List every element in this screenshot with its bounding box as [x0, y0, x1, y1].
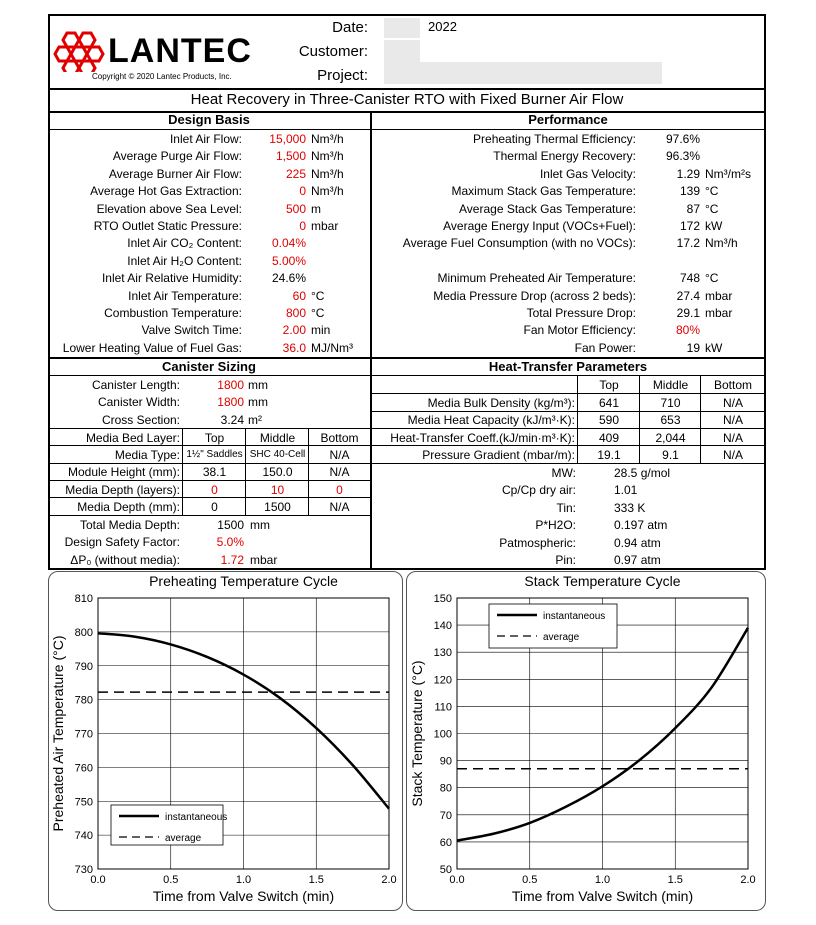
hexagon-logo-icon — [52, 30, 112, 72]
gas-property-value: 28.5 g/mol — [614, 466, 671, 480]
canister-total-label: Design Safety Factor: — [64, 535, 180, 550]
gas-property-value: 0.97 atm — [614, 553, 661, 567]
heat-row-cell: N/A — [722, 396, 743, 410]
canister-unit: mm — [248, 378, 268, 392]
x-tick-label: 1.5 — [667, 874, 683, 886]
performance-label: Total Pressure Drop: — [526, 306, 636, 320]
y-axis-label: Stack Temperature (°C) — [409, 660, 425, 807]
media-row-cell: 10 — [270, 482, 285, 497]
design-basis-label: Elevation above Sea Level: — [96, 201, 242, 216]
canister-total-label: ΔP₀ (without media): — [70, 552, 180, 567]
stack-temperature-chart — [406, 571, 766, 911]
performance-label: Average Stack Gas Temperature: — [459, 201, 636, 216]
heat-row-cell: 590 — [598, 413, 620, 428]
design-basis-label: Combustion Temperature: — [104, 306, 242, 320]
gas-property-label: Tin: — [556, 500, 576, 515]
gas-property-value: 333 K — [614, 500, 646, 515]
canister-sizing-heading: Canister Sizing — [162, 359, 256, 374]
heat-row-cell: 710 — [660, 396, 681, 410]
performance-unit: °C — [705, 201, 719, 216]
heat-row-label: Pressure Gradient (mbar/m): — [422, 448, 575, 463]
media-row-cell: 150.0 — [262, 465, 293, 480]
date-label: Date: — [332, 19, 368, 36]
y-tick-label: 90 — [439, 755, 452, 768]
heat-row-cell: N/A — [722, 448, 743, 463]
media-row-cell: 0 — [211, 500, 218, 515]
y-tick-label: 780 — [74, 694, 93, 707]
performance-unit: °C — [705, 184, 719, 199]
design-basis-unit: Nm³/h — [311, 132, 344, 146]
customer-redacted — [384, 40, 420, 64]
design-basis-label: Inlet Air Temperature: — [128, 288, 242, 303]
project-label: Project: — [317, 67, 368, 84]
design-basis-label: Average Purge Air Flow: — [112, 149, 242, 164]
performance-value: 1.29 — [676, 166, 700, 181]
media-row-label: Media Type: — [114, 448, 180, 462]
design-basis-unit: MJ/Nm³ — [311, 340, 353, 355]
y-tick-label: 760 — [74, 762, 93, 775]
performance-label: Fan Motor Efficiency: — [523, 323, 636, 338]
design-basis-value: 0.04% — [271, 236, 306, 251]
canister-value: 1800 — [217, 378, 244, 392]
design-basis-value: 36.0 — [282, 340, 306, 355]
performance-label: Minimum Preheated Air Temperature: — [437, 271, 636, 286]
media-row-label: Module Height (mm): — [67, 465, 180, 480]
media-row-cell: SHC 40-Cell — [249, 449, 306, 460]
heat-col-bottom: Bottom — [713, 378, 752, 392]
heat-col-middle: Middle — [652, 378, 689, 392]
design-basis-label: Lower Heating Value of Fuel Gas: — [62, 340, 242, 355]
performance-label: Average Fuel Consumption (with no VOCs): — [402, 236, 636, 251]
design-basis-unit: mbar — [311, 219, 339, 233]
x-tick-label: 0.5 — [163, 874, 179, 886]
performance-value: 172 — [679, 219, 700, 233]
date-redacted — [384, 18, 420, 38]
design-basis-unit: °C — [311, 288, 325, 303]
design-basis-unit: Nm³/h — [311, 184, 344, 199]
design-basis-heading: Design Basis — [168, 112, 250, 127]
canister-label: Canister Width: — [97, 395, 180, 410]
media-row-cell: 1½" Saddles — [186, 449, 243, 460]
legend-label: instantaneous — [543, 611, 606, 622]
performance-unit: Nm³/m²s — [705, 166, 751, 181]
media-row-label: Media Depth (layers): — [65, 482, 180, 497]
canister-total-value: 1.72 — [220, 552, 244, 567]
y-tick-label: 770 — [74, 728, 93, 741]
heat-row-cell: 2,044 — [655, 430, 686, 445]
heat-row-cell: 641 — [598, 396, 620, 410]
performance-value: 87 — [686, 201, 700, 216]
logo-text: LANTEC — [108, 32, 252, 70]
x-tick-label: 1.0 — [235, 874, 252, 886]
performance-value: 748 — [679, 271, 700, 286]
customer-label: Customer: — [298, 43, 368, 60]
performance-value: 19 — [686, 340, 700, 355]
y-tick-label: 80 — [439, 782, 452, 795]
chart-title: Stack Temperature Cycle — [524, 573, 681, 589]
performance-value: 27.4 — [676, 288, 700, 303]
canister-unit: mm — [248, 395, 268, 410]
heat-row-label: Heat-Transfer Coeff.(kJ/min·m³·K): — [390, 430, 575, 445]
heat-row-cell: 409 — [598, 430, 620, 445]
media-row-cell: 38.1 — [202, 465, 227, 480]
design-basis-value: 1,500 — [275, 149, 306, 164]
performance-value: 96.3% — [665, 149, 700, 164]
x-axis-label: Time from Valve Switch (min) — [511, 888, 694, 904]
performance-value: 17.2 — [676, 236, 700, 251]
performance-unit: mbar — [705, 306, 733, 320]
design-basis-value: 500 — [285, 201, 306, 216]
design-basis-value: 60 — [292, 288, 306, 303]
canister-label: Canister Length: — [91, 378, 180, 392]
canister-total-label: Total Media Depth: — [79, 518, 180, 532]
design-basis-unit: °C — [311, 306, 325, 320]
y-tick-label: 70 — [439, 809, 452, 822]
design-basis-unit: Nm³/h — [311, 166, 344, 181]
media-row-cell: N/A — [329, 448, 350, 462]
heat-row-cell: N/A — [722, 430, 743, 445]
performance-value: 80% — [675, 323, 700, 338]
x-tick-label: 2.0 — [381, 874, 397, 886]
performance-label: Thermal Energy Recovery: — [493, 149, 636, 164]
x-tick-label: 1.0 — [594, 874, 611, 886]
performance-unit: mbar — [705, 288, 733, 303]
media-row-cell: 0 — [336, 482, 343, 497]
canister-total-unit: mm — [250, 518, 270, 532]
logo — [52, 30, 112, 72]
design-basis-label: Inlet Air Flow: — [169, 132, 242, 146]
legend-label: average — [165, 833, 202, 844]
media-bed-col-top: Top — [204, 431, 225, 445]
design-basis-label: Average Hot Gas Extraction: — [90, 184, 242, 199]
y-tick-label: 60 — [439, 836, 452, 849]
media-row-label: Media Depth (mm): — [77, 500, 180, 515]
design-basis-unit: min — [311, 323, 331, 338]
canister-total-unit: mbar — [250, 552, 278, 567]
design-basis-value: 0 — [299, 219, 306, 233]
design-basis-label: Inlet Air Relative Humidity: — [101, 271, 242, 286]
media-bed-layer-label: Media Bed Layer: — [85, 431, 180, 445]
y-tick-label: 790 — [74, 660, 93, 673]
media-row-cell: N/A — [329, 465, 350, 480]
heat-transfer-heading: Heat-Transfer Parameters — [488, 359, 648, 374]
design-basis-label: Inlet Air H₂O Content: — [127, 253, 242, 268]
performance-label: Average Energy Input (VOCs+Fuel): — [443, 219, 636, 233]
copyright: Copyright © 2020 Lantec Products, Inc. — [92, 72, 232, 81]
performance-unit: kW — [705, 340, 723, 355]
design-basis-value: 5.00% — [271, 253, 306, 268]
design-basis-label: Average Burner Air Flow: — [108, 166, 242, 181]
performance-value: 139 — [679, 184, 700, 199]
performance-value: 29.1 — [676, 306, 700, 320]
y-tick-label: 750 — [74, 796, 93, 809]
gas-property-value: 0.94 atm — [614, 535, 661, 550]
y-tick-label: 130 — [433, 647, 452, 660]
y-tick-label: 800 — [74, 626, 93, 639]
canister-total-value: 5.0% — [216, 535, 244, 550]
gas-property-label: P*H2O: — [535, 518, 576, 533]
performance-label: Inlet Gas Velocity: — [539, 166, 636, 181]
media-bed-col-middle: Middle — [259, 431, 296, 445]
date-value: 2022 — [428, 19, 457, 34]
project-redacted — [384, 62, 662, 84]
performance-label: Media Pressure Drop (across 2 beds): — [433, 288, 636, 303]
canister-unit: m² — [248, 412, 262, 427]
performance-label: Fan Power: — [574, 340, 636, 355]
x-tick-label: 2.0 — [740, 874, 756, 886]
design-basis-value: 800 — [285, 306, 306, 320]
design-basis-label: Inlet Air CO₂ Content: — [127, 236, 242, 251]
y-tick-label: 810 — [74, 593, 93, 605]
canister-value: 3.24 — [220, 412, 244, 427]
design-basis-unit: Nm³/h — [311, 149, 344, 164]
design-basis-value: 15,000 — [269, 132, 306, 146]
design-basis-value: 225 — [285, 166, 306, 181]
y-axis-label: Preheated Air Temperature (°C) — [50, 635, 66, 832]
chart-title: Preheating Temperature Cycle — [149, 573, 338, 589]
performance-value: 97.6% — [665, 132, 700, 146]
heat-row-cell: 19.1 — [597, 448, 621, 463]
heat-row-cell: 9.1 — [662, 448, 679, 463]
y-tick-label: 150 — [433, 593, 452, 605]
x-tick-label: 1.5 — [308, 874, 324, 886]
legend-label: average — [543, 632, 580, 643]
heat-row-label: Media Bulk Density (kg/m³): — [427, 396, 575, 410]
gas-property-value: 1.01 — [614, 483, 638, 498]
performance-unit: kW — [705, 219, 723, 233]
design-basis-unit: m — [311, 201, 321, 216]
canister-label: Cross Section: — [101, 412, 180, 427]
design-basis-value: 0 — [299, 184, 306, 199]
y-tick-label: 120 — [433, 674, 452, 687]
design-basis-label: Valve Switch Time: — [141, 323, 242, 338]
media-row-cell: 1500 — [264, 500, 291, 515]
canister-value: 1800 — [217, 395, 244, 410]
performance-heading: Performance — [528, 112, 608, 127]
performance-label: Maximum Stack Gas Temperature: — [451, 184, 636, 199]
design-basis-value: 2.00 — [282, 323, 306, 338]
media-bed-col-bottom: Bottom — [320, 431, 359, 445]
heat-row-cell: N/A — [722, 413, 743, 428]
y-tick-label: 730 — [74, 864, 93, 876]
heat-row-label: Media Heat Capacity (kJ/m³·K): — [407, 413, 575, 428]
y-tick-label: 740 — [74, 830, 93, 843]
y-tick-label: 110 — [434, 701, 452, 714]
y-tick-label: 50 — [439, 864, 452, 876]
performance-unit: °C — [705, 271, 719, 286]
heat-col-top: Top — [599, 378, 619, 392]
gas-property-value: 0.197 atm — [614, 518, 668, 533]
x-tick-label: 0.5 — [522, 874, 538, 886]
design-basis-label: RTO Outlet Static Pressure: — [93, 219, 242, 233]
page-title: Heat Recovery in Three-Canister RTO with Fixed Burner Air Flow — [190, 91, 624, 108]
x-tick-label: 0.0 — [90, 874, 106, 886]
preheating-temperature-chart — [48, 571, 403, 911]
legend-label: instantaneous — [165, 812, 228, 823]
gas-property-label: Patmospheric: — [499, 535, 576, 550]
y-tick-label: 140 — [433, 620, 452, 633]
y-tick-label: 100 — [433, 728, 452, 741]
x-axis-label: Time from Valve Switch (min) — [152, 888, 335, 904]
x-tick-label: 0.0 — [449, 874, 465, 886]
media-row-cell: N/A — [329, 500, 350, 515]
heat-row-cell: 653 — [660, 413, 681, 428]
design-basis-value: 24.6% — [271, 271, 306, 286]
performance-label: Preheating Thermal Efficiency: — [473, 132, 636, 146]
gas-property-label: Pin: — [555, 553, 576, 567]
gas-property-label: MW: — [551, 466, 576, 480]
performance-unit: Nm³/h — [705, 236, 738, 251]
media-row-cell: 0 — [211, 482, 218, 497]
gas-property-label: Cp/Cp dry air: — [501, 483, 576, 498]
canister-total-value: 1500 — [217, 518, 244, 532]
